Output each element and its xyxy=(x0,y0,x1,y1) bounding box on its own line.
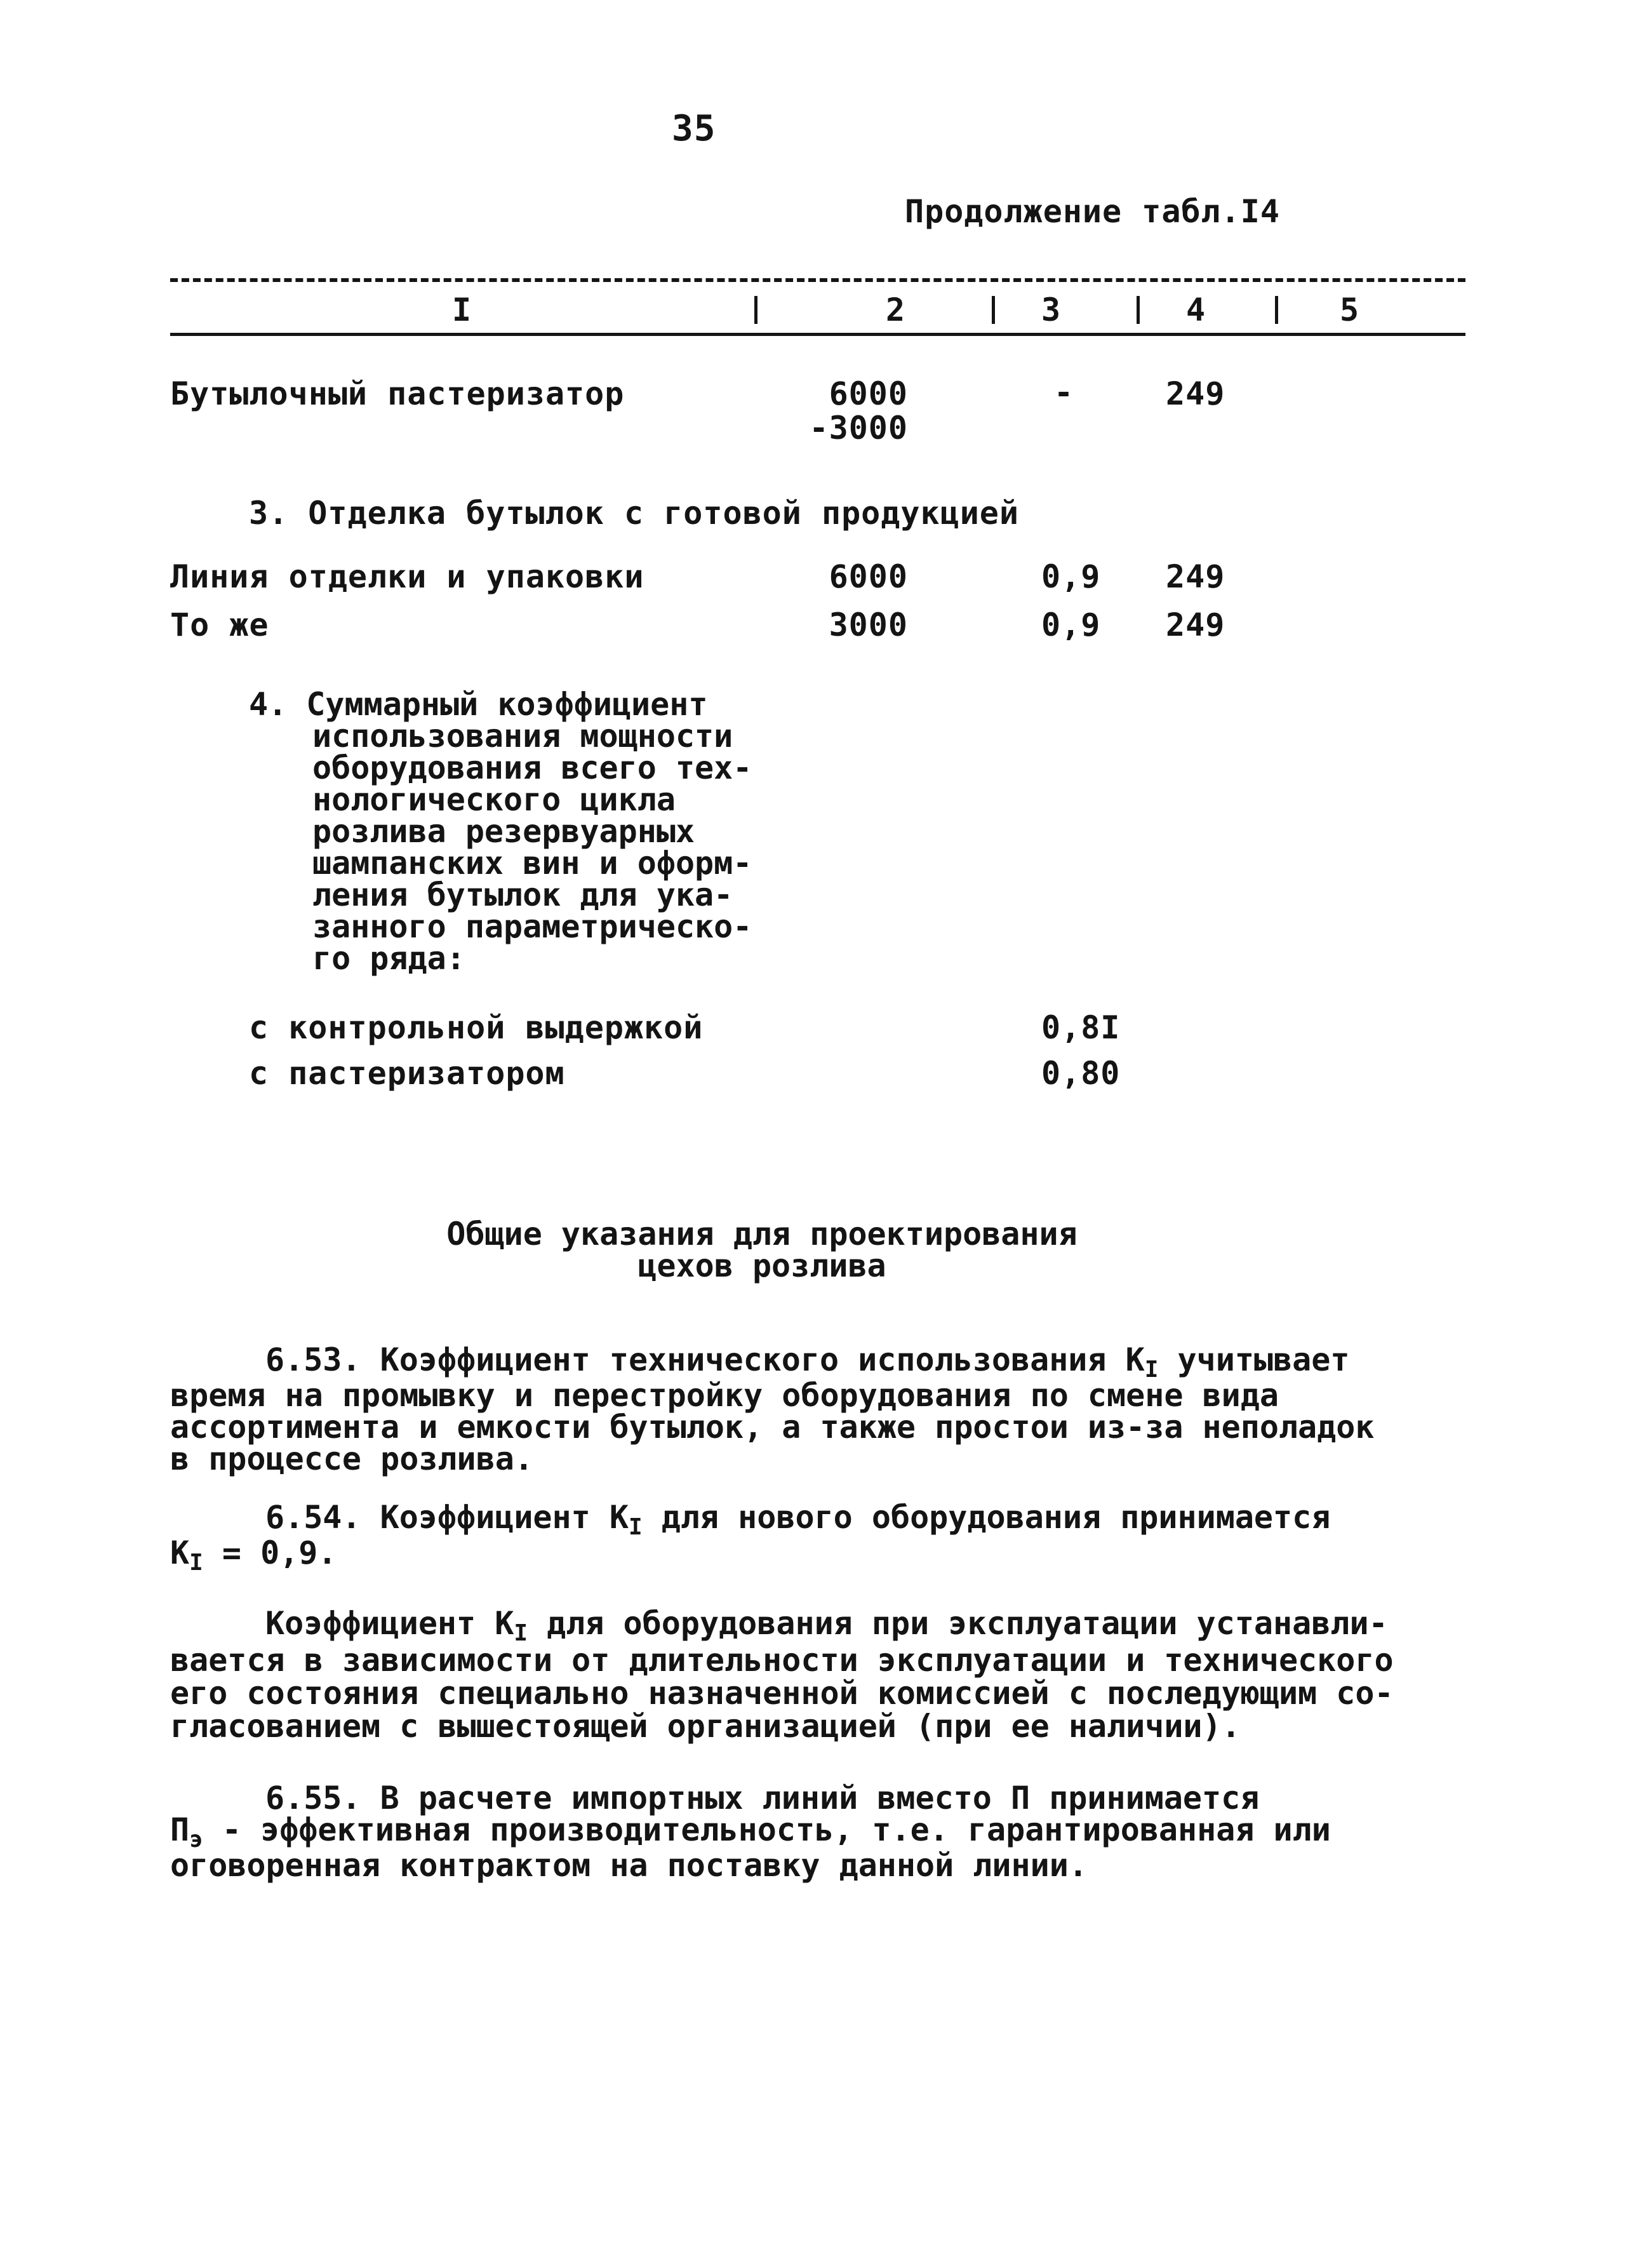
row-col4: 249 xyxy=(1166,558,1225,595)
text-fragment: 6.53. Коэффициент технического использования К xyxy=(265,1341,1145,1378)
section-4-text xyxy=(249,686,752,977)
section-4-line: ления бутылок для ука- xyxy=(312,876,733,913)
row-col3: 0,80 xyxy=(1041,1055,1121,1092)
paragraph-line: в процессе розлива. xyxy=(170,1440,533,1477)
row-name: То же xyxy=(170,607,269,643)
row-col4: 249 xyxy=(1166,607,1225,643)
paragraph-line xyxy=(170,1341,1374,1383)
text-fragment: П xyxy=(170,1811,190,1848)
paragraph-line: вается в зависимости от длительности эксплуатации и технического xyxy=(170,1642,1394,1679)
text-fragment: для оборудования при эксплуатации устанавли- xyxy=(528,1605,1388,1642)
paragraph-line: его состояния специально назначенной комиссией с последующим со- xyxy=(170,1675,1394,1712)
table-header-col5: 5 xyxy=(1340,292,1360,328)
column-separator xyxy=(992,296,995,324)
paragraph-line: время на промывку и перестройку оборудования по смене вида xyxy=(170,1377,1279,1414)
text-fragment: = 0,9. xyxy=(203,1534,337,1571)
row-col2: 6000 xyxy=(829,375,908,412)
paragraph-line: гласованием с вышестоящей организацией (при ее наличии). xyxy=(170,1708,1241,1745)
text-fragment: - эффективная производительность, т.е. гарантированная или xyxy=(203,1811,1331,1848)
heading-line-2: цехов розлива xyxy=(637,1247,886,1284)
section-4-line: занного параметрическо- xyxy=(312,908,752,945)
paragraph-line xyxy=(170,1534,1330,1576)
row-col2: 6000 xyxy=(829,558,908,595)
section-4-line: нологического цикла xyxy=(312,781,676,818)
paragraph-6-54 xyxy=(170,1499,1331,1576)
table-header-col3: 3 xyxy=(1041,292,1062,328)
text-fragment: Коэффициент К xyxy=(265,1605,514,1642)
row-name: с контрольной выдержкой xyxy=(249,1009,704,1046)
text-fragment: 6.54. Коэффициент К xyxy=(265,1499,629,1536)
row-col3: 0,9 xyxy=(1041,558,1101,595)
paragraph-line: 6.55. В расчете импортных линий вместо П принимается xyxy=(265,1780,1260,1816)
table-continuation-label: Продолжение табл.I4 xyxy=(905,193,1280,230)
section-4-line: го ряда: xyxy=(312,940,465,977)
section-4-line: оборудования всего тех- xyxy=(312,749,752,786)
row-name: Бутылочный пастеризатор xyxy=(170,375,625,412)
subscript: I xyxy=(1144,1357,1159,1383)
page-number: 35 xyxy=(672,108,716,149)
row-name: с пастеризатором xyxy=(249,1055,565,1092)
section-4-line: 4. Суммарный коэффициент xyxy=(249,686,708,723)
section-4-line: использования мощности xyxy=(312,718,733,755)
column-separator xyxy=(1275,296,1278,324)
paragraph-6-54-continued xyxy=(170,1607,1394,1743)
text-fragment: К xyxy=(170,1534,190,1571)
paragraph-line xyxy=(170,1499,1331,1540)
paragraph-6-55 xyxy=(170,1780,1331,1884)
section-4-line: розлива резервуарных xyxy=(312,813,695,850)
row-name: Линия отделки и упаковки xyxy=(170,558,644,595)
row-col2-second: -3000 xyxy=(809,410,908,446)
table-top-rule xyxy=(170,278,1465,282)
section-4-line: шампанских вин и оформ- xyxy=(312,845,752,882)
text-fragment: для нового оборудования принимается xyxy=(642,1499,1331,1536)
text-fragment: учитывает xyxy=(1158,1341,1350,1378)
table-header-rule xyxy=(170,333,1465,336)
paragraph-6-53 xyxy=(170,1341,1375,1477)
table-header-col2: 2 xyxy=(886,292,906,328)
row-col3: 0,8I xyxy=(1041,1009,1121,1046)
row-col3: 0,9 xyxy=(1041,607,1101,643)
subscript: э xyxy=(189,1827,203,1853)
row-col4: 249 xyxy=(1166,375,1225,412)
paragraph-line xyxy=(170,1811,1331,1853)
subscript: I xyxy=(189,1550,203,1576)
column-separator xyxy=(1137,296,1140,324)
paragraph-line: оговоренная контрактом на поставку данной линии. xyxy=(170,1847,1088,1884)
heading-line-1: Общие указания для проектирования xyxy=(446,1216,1078,1252)
subscript: I xyxy=(514,1620,528,1646)
subscript: I xyxy=(628,1514,643,1540)
row-col3: - xyxy=(1054,374,1074,411)
table-header-col4: 4 xyxy=(1186,292,1206,328)
table-header-col1: I xyxy=(452,292,472,328)
paragraph-line: ассортимента и емкости бутылок, а также простои из-за неполадок xyxy=(170,1409,1375,1446)
row-col2: 3000 xyxy=(829,607,908,643)
paragraph-line xyxy=(170,1607,1394,1644)
column-separator xyxy=(754,296,757,324)
section-3-title: 3. Отделка бутылок с готовой продукцией xyxy=(249,495,1019,532)
